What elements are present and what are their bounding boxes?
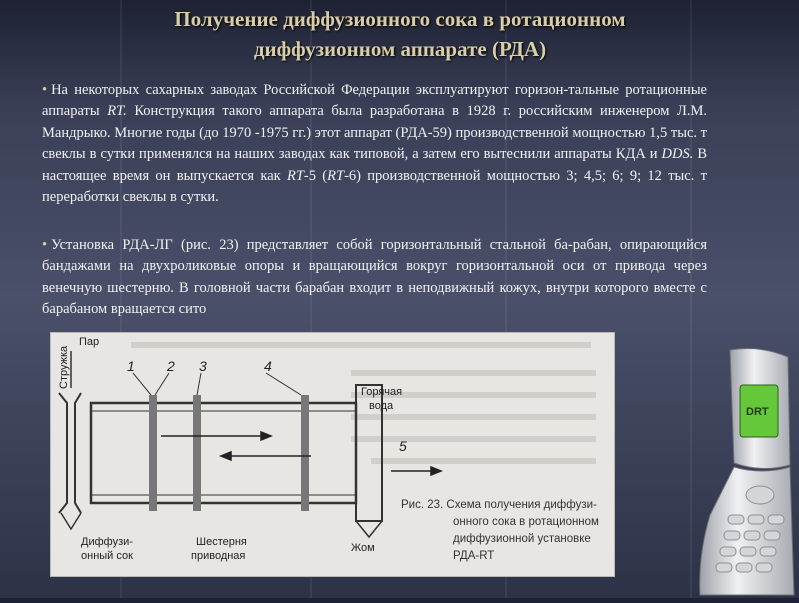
drum	[91, 403, 356, 503]
para1-text-b: Конструкция такого аппарата была разработана в 1928 г. российским инженером Л.М. Мандрыко. Многие годы (до 1970 -1975 гг.) этот аппарат (РДА-59) производственной мощностью 1,5 тыс. т свеклы в сутки применялся на наших заводах как типовой, а затем его вытеснили аппараты КДА и	[42, 103, 707, 163]
slide-title-line-1: Получение диффузионного сока в ротационном	[174, 7, 626, 31]
bullet-icon: •	[42, 237, 48, 253]
label-juice-2: онный сок	[81, 550, 133, 562]
label-shavings: Стружка	[58, 345, 70, 389]
slide-title-line-2: диффузионном аппарате (РДА)	[253, 37, 547, 61]
para1-text-d: -5 (	[303, 167, 328, 184]
callout-4: 4	[264, 358, 272, 374]
callout-3: 3	[199, 358, 207, 374]
caption-line-4: РДА-RT	[453, 550, 495, 562]
juice-outlet	[61, 513, 81, 529]
para1-italic-rt5: RT	[287, 167, 304, 184]
label-pulp: Жом	[351, 542, 375, 554]
bandage-1	[149, 395, 157, 511]
label-gear-2: приводная	[191, 550, 246, 562]
para1-italic-rt: RT.	[107, 103, 127, 120]
label-hot-water-2: вода	[369, 400, 394, 412]
leader-lines	[133, 373, 301, 395]
para1-italic-rt6: RT	[327, 167, 345, 184]
bullet-paragraph-1	[42, 80, 707, 208]
bullet-icon: •	[42, 82, 48, 98]
label-hot-water: Горячая	[361, 386, 403, 398]
para1-text-e: -6) производственной мощностью 3; 4,5; 6; 9; 12 тыс. т переработки свеклы в сутки.	[42, 167, 707, 206]
bullet-paragraph-2	[42, 235, 707, 321]
label-gear: Шестерня	[196, 536, 247, 548]
callout-1: 1	[127, 358, 135, 374]
caption-line-1: Рис. 23. Схема получения диффузи-	[401, 499, 597, 511]
label-juice: Диффузи-	[81, 536, 133, 548]
pulp-outlet	[356, 521, 382, 537]
bandage-2	[301, 395, 309, 511]
caption-line-3: диффузионной установке	[453, 533, 591, 545]
phone-screen-text: DRT	[746, 406, 769, 418]
para2-text: Установка РДА-ЛГ (рис. 23) представляет собой горизонтальный стальной ба-рабан, опирающийся бандажами на двухроликовые опоры и вращающийся вокруг горизонтальной оси от привода через венечную шестерню. В головной части барабан входит в неподвижный кожух, внутри которого вместе с барабаном вращается сито	[42, 237, 707, 318]
para1-text-c: В настоящее время он выпускается как	[42, 146, 707, 184]
callout-2: 2	[167, 358, 175, 374]
label-steam: Пар	[79, 336, 100, 348]
para1-text-a: На некоторых сахарных заводах Российской Федерации эксплуатируют горизон-тальные ротационные аппараты	[42, 82, 707, 120]
feed-chute-right	[75, 393, 81, 513]
diagram-figure	[50, 332, 615, 577]
feed-chute	[59, 393, 67, 513]
flip-phone-image	[690, 345, 799, 603]
callout-5: 5	[399, 438, 407, 454]
phone-svg	[690, 345, 799, 598]
gear-ring	[193, 395, 201, 511]
slide-title	[60, 4, 740, 64]
caption-line-2: онного сока в ротационном	[453, 516, 599, 528]
diagram-svg	[51, 333, 614, 576]
para1-italic-dds: DDS.	[661, 146, 694, 163]
